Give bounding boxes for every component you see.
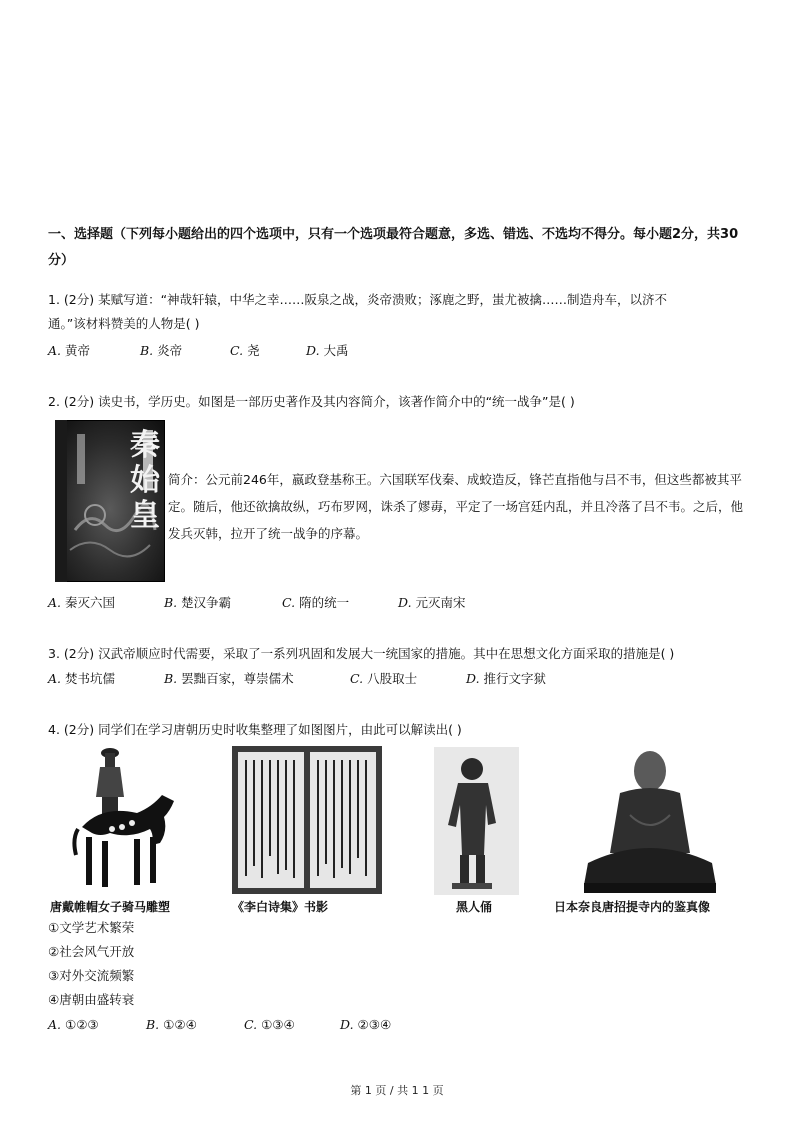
question-1-line-2: 通。”该材料赞美的人物是( ) <box>48 316 200 331</box>
option-d[interactable]: D. 推行文字狱 <box>466 671 547 686</box>
statement-3: ③对外交流频繁 <box>48 968 135 983</box>
option-b[interactable]: B. 罢黜百家，尊崇儒术 <box>164 671 294 686</box>
statement-1: ①文学艺术繁荣 <box>48 920 135 935</box>
statement-4: ④唐朝由盛转衰 <box>48 992 135 1007</box>
option-a[interactable]: A. 黄帝 <box>48 343 91 358</box>
question-2-options <box>48 592 748 614</box>
question-1-options <box>48 340 748 362</box>
option-b[interactable]: B. 炎帝 <box>140 343 183 358</box>
option-c[interactable]: C. ①③④ <box>244 1017 295 1032</box>
option-d[interactable]: D. ②③④ <box>340 1017 392 1032</box>
option-a[interactable]: A. 焚书坑儒 <box>48 671 116 686</box>
statement-2: ②社会风气开放 <box>48 944 135 959</box>
option-d[interactable]: D. 元灭南宋 <box>398 595 466 610</box>
question-4-stem: 4. (2分) 同学们在学习唐朝历史时收集整理了如图图片，由此可以解读出( ) <box>48 722 462 737</box>
caption-black-figurine: 黑人俑 <box>456 900 493 914</box>
option-a[interactable]: A. 秦灭六国 <box>48 595 116 610</box>
question-3-stem: 3. (2分) 汉武帝顺应时代需要，采取了一系列巩固和发展大一统国家的措施。其中在思想文化方面采取的措施是( ) <box>48 646 675 661</box>
book-cover-title: 秦始皇 <box>130 428 160 533</box>
question-1-line-1: 1. (2分) 某赋写道：“神哉轩辕，中华之幸……阪泉之战，炎帝溃败；涿鹿之野，蚩尤被擒……制造舟车，以济不 <box>48 292 668 307</box>
jianzhen-statue-image <box>580 745 720 895</box>
question-3-options <box>48 668 748 690</box>
option-b[interactable]: B. ①②④ <box>146 1017 197 1032</box>
black-figurine-image <box>434 747 519 895</box>
option-b[interactable]: B. 楚汉争霸 <box>164 595 232 610</box>
li-bai-poetry-book-image <box>232 746 382 894</box>
option-d[interactable]: D. 大禹 <box>306 343 349 358</box>
caption-li-bai-book: 《李白诗集》书影 <box>232 900 329 914</box>
horse-rider-figurine-image <box>72 745 182 895</box>
question-2-stem: 2. (2分) 读史书，学历史。如图是一部历史著作及其内容简介，该著作简介中的“统一战争”是( ) <box>48 394 575 409</box>
question-1-stem <box>48 288 748 336</box>
option-c[interactable]: C. 尧 <box>230 343 260 358</box>
book-introduction: 简介：公元前246年，嬴政登基称王。六国联军伐秦、成蛟造反，锋芒直指他与吕不韦，但这些都被其平定。随后，他还欲擒故纵，巧布罗网，诛杀了嫪毐，平定了一场宫廷内乱，并且冷落了吕不韦。之后，他发兵灭韩，拉开了统一战争的序幕。 <box>168 472 744 541</box>
section-title: 一、选择题（下列每小题给出的四个选项中，只有一个选项最符合题意，多选、错选、不选均不得分。每小题2分，共30分） <box>48 227 739 268</box>
option-c[interactable]: C. 八股取士 <box>350 671 418 686</box>
caption-jianzhen-statue: 日本奈良唐招提寺内的鉴真像 <box>554 900 711 914</box>
statement-list <box>48 916 134 1012</box>
option-a[interactable]: A. ①②③ <box>48 1017 99 1032</box>
page-footer: 第 1 页 / 共 1 1 页 <box>350 1084 444 1097</box>
option-c[interactable]: C. 隋的统一 <box>282 595 350 610</box>
question-4-options <box>48 1014 748 1036</box>
caption-horse-rider: 唐戴帷帽女子骑马雕塑 <box>50 900 171 914</box>
